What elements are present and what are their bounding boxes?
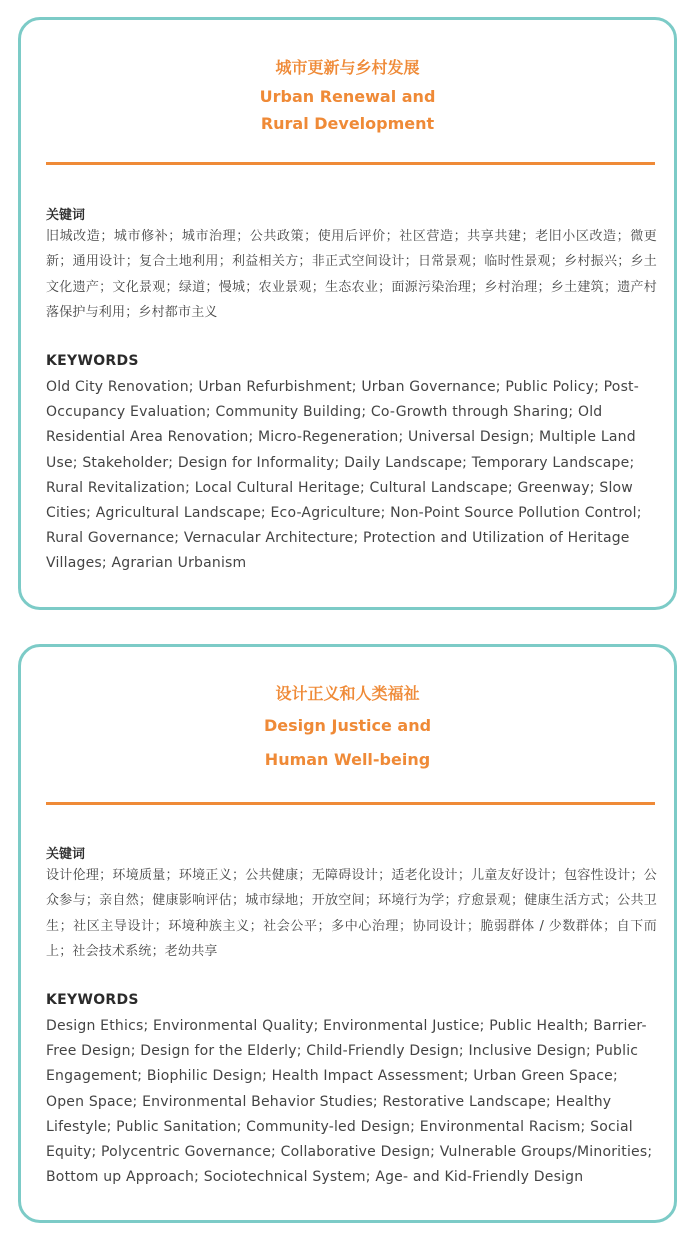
keywords-label-zh: 关键词 (46, 847, 86, 862)
section-divider (46, 802, 655, 805)
section-title-en-line2: Rural Development (260, 114, 435, 133)
section-title-en-line1: Urban Renewal and (259, 87, 436, 106)
section-title-zh: 设计正义和人类福祉 (275, 684, 420, 703)
section-title-zh: 城市更新与乡村发展 (275, 58, 420, 77)
keywords-label-en: KEYWORDS (46, 992, 139, 1008)
keywords-text-zh: 旧城改造；城市修补；城市治理；公共政策；使用后评价；社区营造；共享共建；老旧小区改造；微更新；通用设计；复合土地利用；利益相关方；非正式空间设计；日常景观；临时性景观；乡村振兴；乡土文化遗产；文化景观；绿道；慢城；农业景观；生态农业；面源污染治理；乡村治理；乡土建筑；遗产村落保护与利用；乡村都市主义 (46, 229, 657, 320)
keywords-text-zh: 设计伦理；环境质量；环境正义；公共健康；无障碍设计；适老化设计；儿童友好设计；包容性设计；公众参与；亲自然；健康影响评估；城市绿地；开放空间；环境行为学；疗愈景观；健康生活方式；公共卫生；社区主导设计；环境种族主义；社会公平；多中心治理；协同设计；脆弱群体 / 少数群体；自下而上；社会技术系统；老幼共享 (46, 868, 657, 959)
keywords-label-en: KEYWORDS (46, 353, 139, 369)
section-title-en-line2: Human Well-being (264, 750, 431, 769)
section-divider (46, 162, 655, 165)
keywords-text-en: Design Ethics; Environmental Quality; Environmental Justice; Public Health; Barrier-Free Design; Design for the Elderly; Child-Friendly Design; Inclusive Design; Public Engagement; Biophilic Design; Health Impact Assessment; Urban Green Space; Open Space; Environmental Behavior Studies; Restorative Landscape; Healthy Lifestyle; Public Sanitation; Community-led Design; Environmental Racism; Social Equity; Polycentric Governance; Collaborative Design; Vulnerable Groups/Minorities; Bottom up Approach; Sociotechnical System; Age- and Kid-Friendly Design (46, 1018, 653, 1186)
section-title-en-line1: Design Justice and (263, 716, 432, 735)
keywords-text-en: Old City Renovation; Urban Refurbishment; Urban Governance; Public Policy; Post-Occupancy Evaluation; Community Building; Co-Growth through Sharing; Old Residential Area Renovation; Micro-Regeneration; Universal Design; Multiple Land Use; Stakeholder; Design for Informality; Daily Landscape; Temporary Landscape; Rural Revitalization; Local Cultural Heritage; Cultural Landscape; Greenway; Slow Cities; Agricultural Landscape; Eco-Agriculture; Non-Point Source Pollution Control; Rural Governance; Vernacular Architecture; Protection and Utilization of Heritage Villages; Agrarian Urbanism (46, 379, 642, 572)
section-card-urban-renewal (18, 17, 677, 610)
section-card-design-justice (18, 644, 677, 1223)
keywords-label-zh: 关键词 (46, 208, 86, 223)
